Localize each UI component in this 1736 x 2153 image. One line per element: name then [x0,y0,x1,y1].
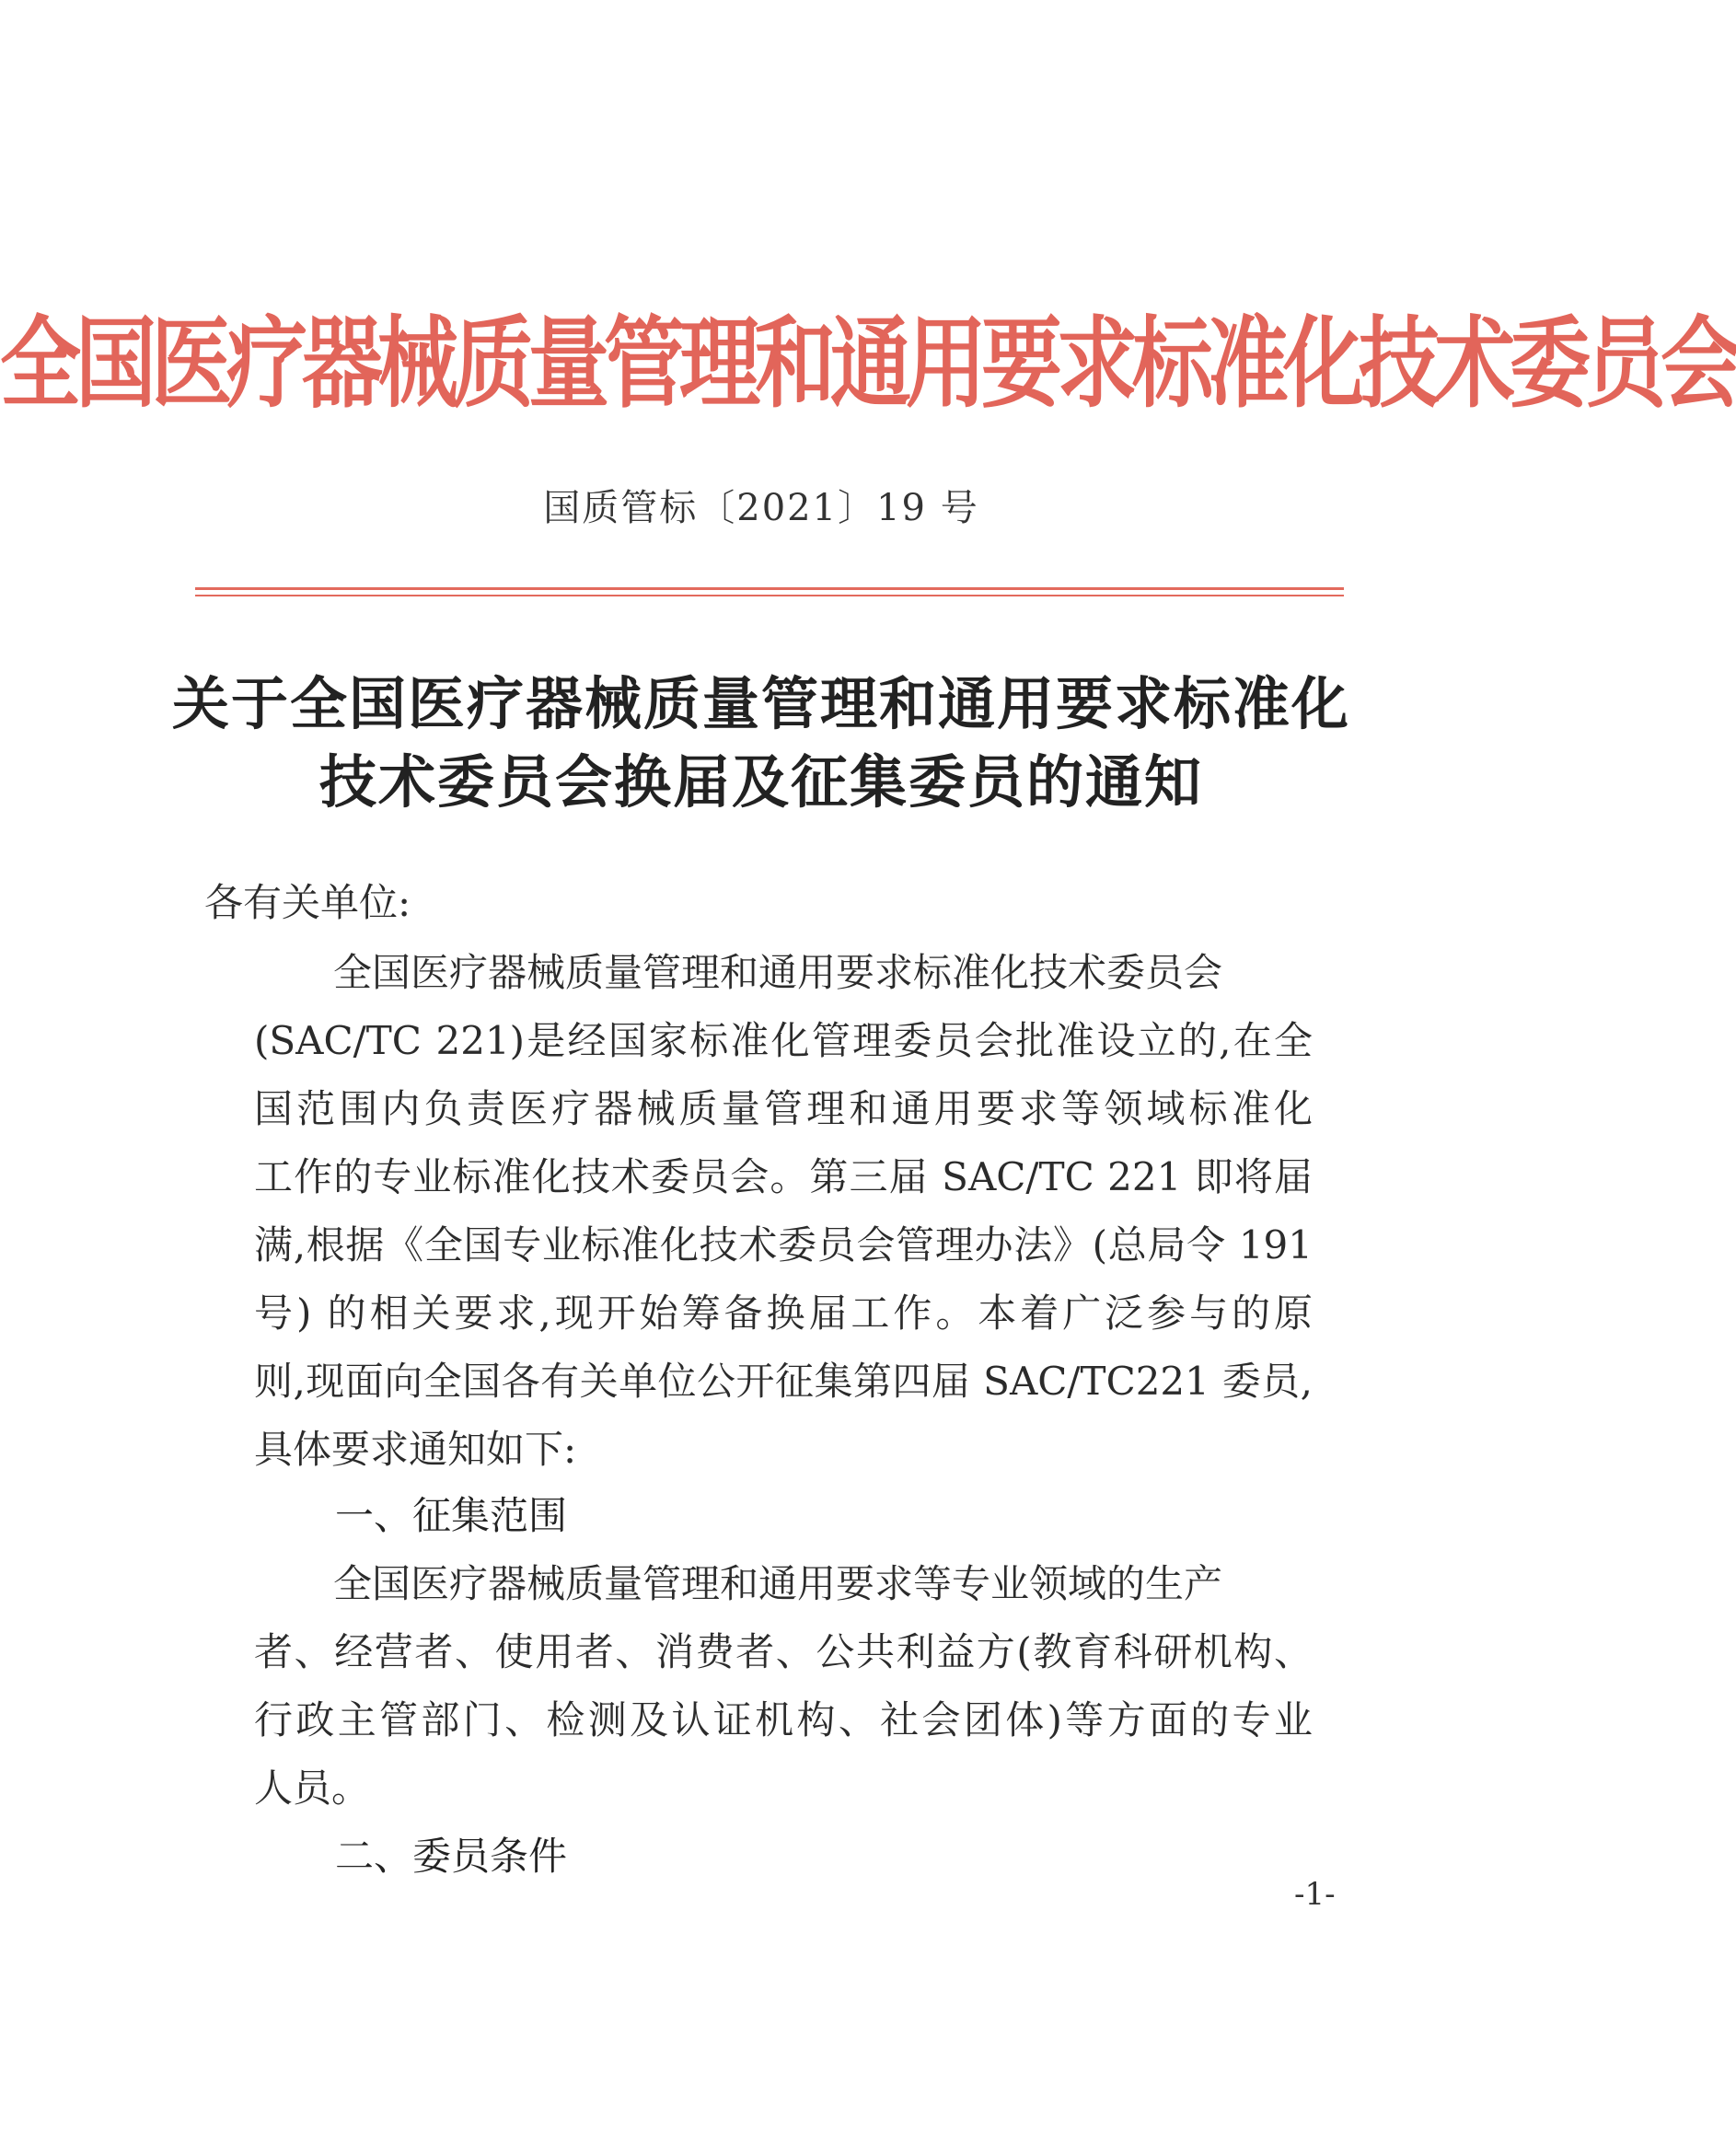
organization-header: 全国医疗器械质量管理和通用要求标准化技术委员会 [0,305,1736,422]
paragraph1-line: 全国医疗器械质量管理和通用要求标准化技术委员会 [333,950,1223,995]
paragraph1-line: 满,根据《全国专业标准化技术委员会管理办法》(总局令 191 [254,1222,1313,1267]
paragraph2-line: 者、经营者、使用者、消费者、公共利益方(教育科研机构、 [254,1629,1313,1674]
header-divider-top [195,587,1344,590]
paragraph2-line: 全国医疗器械质量管理和通用要求等专业领域的生产 [333,1561,1223,1606]
paragraph1-line: 具体要求通知如下: [254,1427,577,1472]
notice-title-line-2: 技术委员会换届及征集委员的通知 [318,748,1203,816]
paragraph1-line: 号) 的相关要求,现开始筹备换届工作。本着广泛参与的原 [254,1291,1313,1336]
salutation: 各有关单位: [204,880,411,925]
paragraph1-line: (SAC/TC 221)是经国家标准化管理委员会批准设立的,在全 [254,1018,1313,1063]
paragraph2-line: 人员。 [254,1765,371,1811]
section-heading-scope: 一、征集范围 [335,1493,568,1538]
page-number: -1- [1294,1876,1336,1913]
document-number: 国质管标〔2021〕19 号 [543,487,979,529]
section-heading-conditions: 二、委员条件 [335,1834,568,1879]
notice-title-line-1: 关于全国医疗器械质量管理和通用要求标准化 [171,670,1350,737]
paragraph1-line: 工作的专业标准化技术委员会。第三届 SAC/TC 221 即将届 [254,1154,1313,1199]
paragraph1-line: 则,现面向全国各有关单位公开征集第四届 SAC/TC221 委员, [254,1359,1313,1404]
paragraph1-line: 国范围内负责医疗器械质量管理和通用要求等领域标准化 [254,1086,1313,1131]
header-divider-bottom [195,595,1344,596]
paragraph2-line: 行政主管部门、检测及认证机构、社会团体)等方面的专业 [254,1697,1313,1742]
